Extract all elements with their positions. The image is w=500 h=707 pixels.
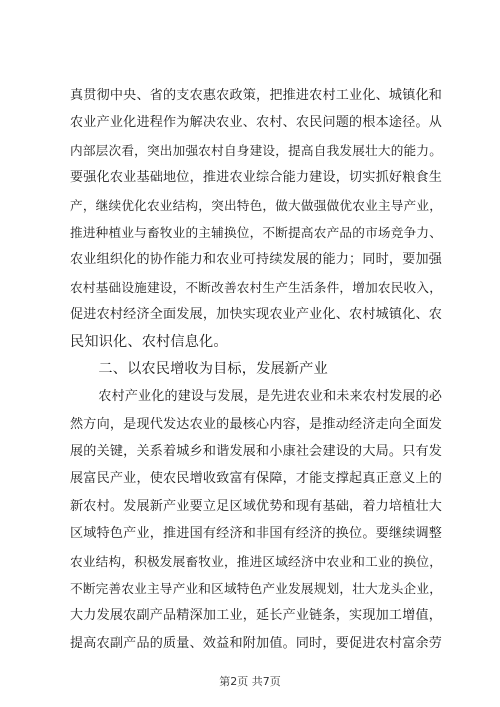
text-line: 然方向，是现代发达农业的最核心内容，是推动经济走向全面发 — [70, 416, 442, 432]
text-line: 展的关键，关系着城乡和谐发展和小康社会建设的大局。只有发 — [70, 444, 442, 460]
text-line: 大力发展农副产品精深加工业，延长产业链条，实现加工增值， — [70, 608, 442, 624]
text-line: 真贯彻中央、省的支农惠农政策，把推进农村工业化、城镇化和 — [70, 88, 442, 103]
page-number: 第2页 共7页 — [219, 675, 281, 688]
paragraph-first-line: 农村产业化的建设与发展，是先进农业和未来农村发展的必 — [98, 389, 442, 405]
body-text — [70, 82, 442, 657]
text-line: 展富民产业，使农民增收致富有保障，才能支撑起真正意义上的 — [70, 471, 442, 487]
text-line: 农业组织化的协作能力和农业可持续发展的能力；同时，要加强 — [70, 252, 442, 268]
text-line: 提高农副产品的质量、效益和附加值。同时，要促进农村富余劳 — [70, 635, 442, 651]
text-line: 内部层次看，突出加强农村自身建设，提高自我发展壮大的能力。 — [70, 142, 442, 158]
text-line: 推进种植业与畜牧业的主辅换位，不断提高农产品的市场竞争力、 — [70, 224, 442, 240]
section-heading: 二、以农民增收为目标，发展新产业 — [98, 360, 328, 377]
text-line: 农业产业化进程作为解决农业、农村、农民问题的根本途径。从 — [70, 115, 442, 131]
text-line: 产，继续优化农业结构，突出特色，做大做强做优农业主导产业， — [70, 197, 442, 213]
text-line: 农业结构，积极发展畜牧业，推进区域经济中农业和工业的换位， — [70, 553, 442, 569]
text-line: 促进农村经济全面发展，加快实现农业产业化、农村城镇化、农 — [70, 307, 442, 323]
text-line: 农村基础设施建设，不断改善农村生产生活条件，增加农民收入， — [70, 279, 442, 295]
text-line: 民知识化、农村信息化。 — [70, 333, 228, 350]
text-line: 不断完善农业主导产业和区域特色产业发展规划，壮大龙头企业， — [70, 581, 442, 597]
text-line: 区域特色产业，推进国有经济和非国有经济的换位。要继续调整 — [70, 526, 442, 542]
text-line: 要强化农业基础地位，推进农业综合能力建设，切实抓好粮食生 — [70, 170, 442, 186]
text-line: 新农村。发展新产业要立足区域优势和现有基础，着力培植壮大 — [70, 498, 442, 514]
